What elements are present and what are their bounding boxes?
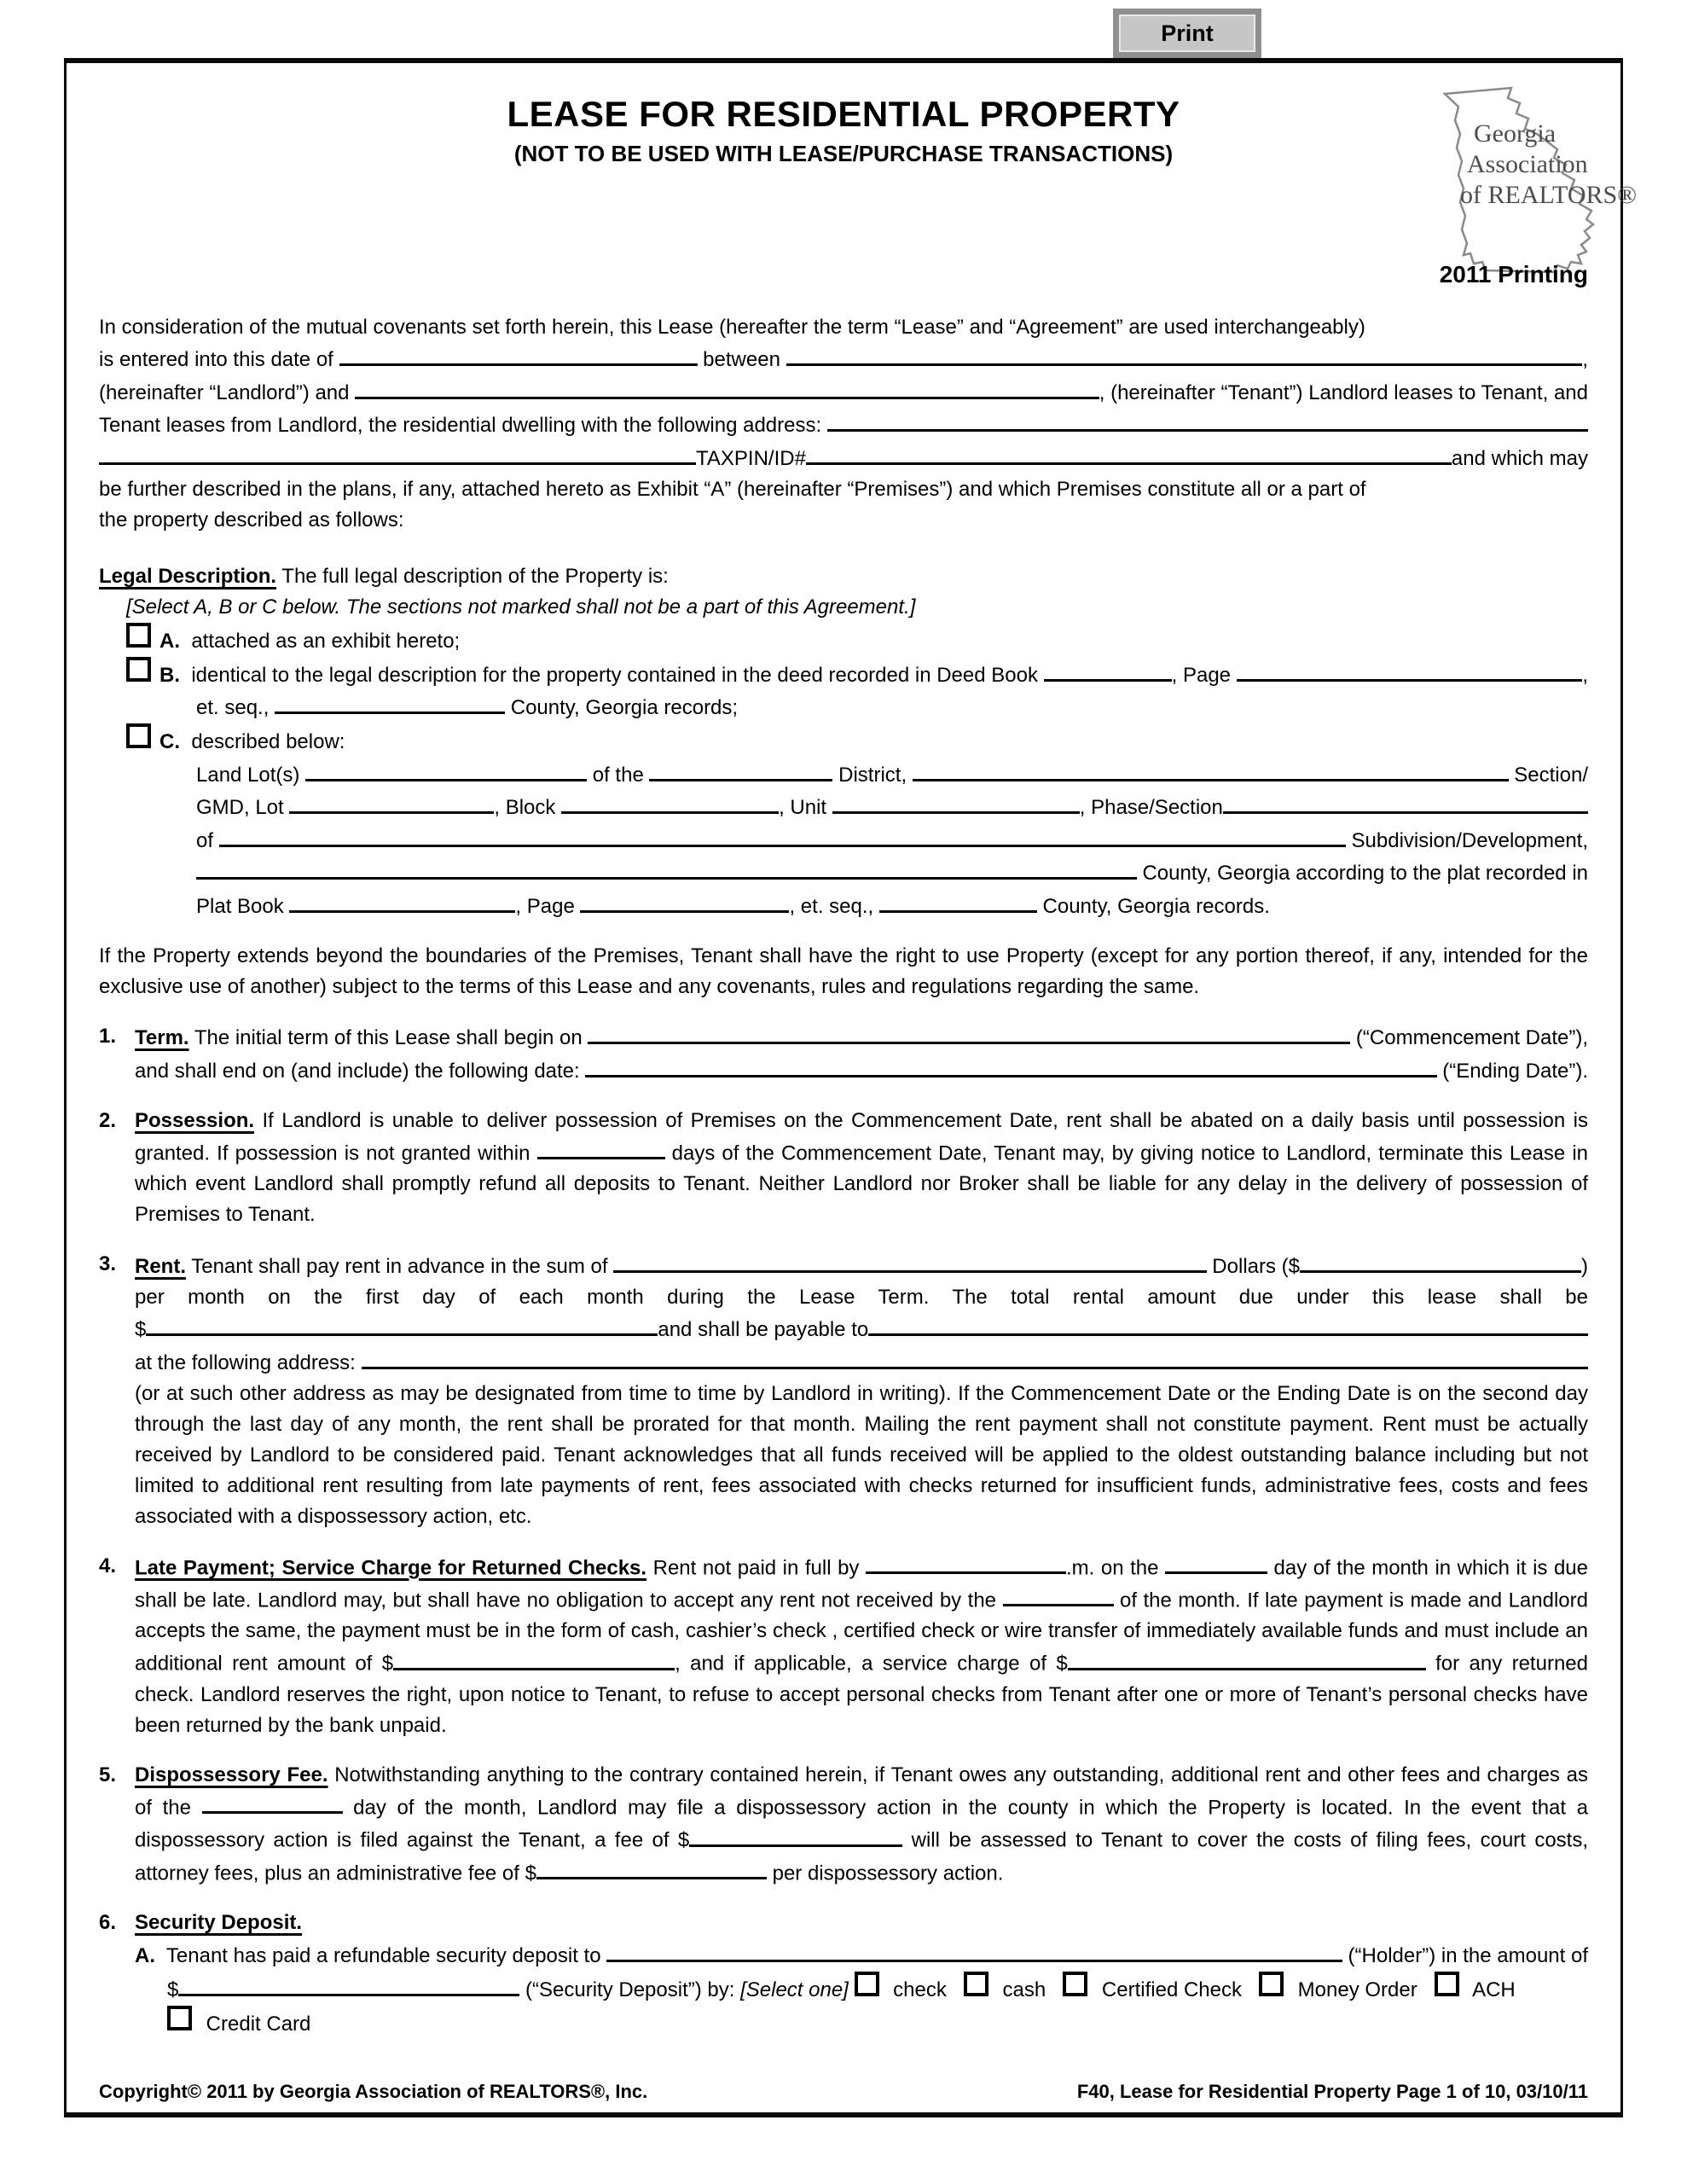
fill-in-blank bbox=[178, 1972, 519, 1995]
text-run: ) bbox=[1581, 1254, 1588, 1278]
section-security-deposit bbox=[99, 1908, 1588, 2039]
section-number: 3. bbox=[99, 1252, 117, 1276]
form-number-page-label: F40, Lease for Residential Property Page 1 of 10, 03/10/11 bbox=[1076, 2081, 1588, 2102]
fill-in-blank bbox=[99, 441, 696, 464]
text-run: [Select one] bbox=[740, 1978, 855, 2001]
text-run: be further described in the plans, if any, attached hereto as Exhibit “A” (hereinafter “Premises”) and which Premises constitute all or a part of bbox=[99, 477, 1366, 501]
text-run: between bbox=[697, 348, 786, 372]
checkbox bbox=[126, 623, 151, 648]
text-run: et. seq., bbox=[196, 696, 275, 720]
text-run: and shall be payable to bbox=[658, 1318, 869, 1342]
security-deposit-item-a-line-2 bbox=[135, 1972, 1588, 2006]
text-run: day of the month in which it is due shall be late. Landlord may, but shall have no obligation to accept any rent not received by the bbox=[135, 1555, 1589, 1612]
checkbox bbox=[126, 723, 151, 748]
text-run: day of the month, Landlord may file a dispossessory action in the county in which the Property is located. In the event that a dispossessory action is filed against the Tenant, a fee of $ bbox=[135, 1796, 1588, 1852]
document-page bbox=[64, 58, 1637, 2117]
checkbox bbox=[167, 2006, 192, 2030]
fill-in-blank bbox=[866, 1551, 1066, 1574]
section-dispossessory-fee bbox=[99, 1760, 1588, 1889]
text-run: will be assessed to Tenant to cover the costs of filing fees, court costs, attorney fees, plus an administrative fee of $ bbox=[135, 1828, 1588, 1885]
fill-in-blank bbox=[1223, 791, 1588, 814]
text-run: per dispossessory action. bbox=[766, 1862, 1004, 1885]
legal-option-b-line-2 bbox=[99, 691, 1588, 723]
term-line-2 bbox=[135, 1054, 1588, 1086]
legal-option-c-line-3 bbox=[99, 823, 1588, 856]
text-run: , Page bbox=[515, 894, 581, 918]
text-run: County, Georgia according to the plat recorded in bbox=[1136, 862, 1588, 886]
fill-in-blank bbox=[1068, 1647, 1426, 1670]
text-run: GMD, Lot bbox=[196, 796, 290, 820]
section-term bbox=[99, 1021, 1588, 1087]
text-run: per month on the first day of each month during the Lease Term. The total rental amount due under this lease shall be bbox=[135, 1285, 1588, 1309]
fill-in-blank bbox=[275, 691, 505, 714]
rent-paragraph bbox=[135, 1379, 1588, 1532]
text-run: $ bbox=[135, 1318, 147, 1342]
text-run: [Select A, B or C below. The sections not marked shall not be a part of this Agreement.] bbox=[126, 595, 916, 619]
fill-in-blank bbox=[146, 1313, 658, 1336]
section-number: 1. bbox=[99, 1024, 117, 1048]
print-button[interactable]: Print bbox=[1113, 9, 1261, 58]
text-run: If the Property extends beyond the boundaries of the Premises, Tenant shall have the right to use Property (except for any portion thereof, if any, intended for the exclusive use of another) subject to the terms of this Lease and any covenants, rules and regulations regarding the same. bbox=[99, 944, 1588, 998]
text-run: Tenant shall pay rent in advance in the sum of bbox=[186, 1254, 614, 1278]
section-rent bbox=[99, 1249, 1588, 1531]
intro-line-6 bbox=[99, 474, 1588, 505]
section-number: 5. bbox=[99, 1763, 117, 1786]
text-run: check bbox=[887, 1978, 964, 2001]
text-run: County, Georgia records. bbox=[1036, 894, 1270, 918]
fill-in-blank bbox=[1044, 658, 1172, 681]
fill-in-blank bbox=[339, 343, 698, 366]
fill-in-blank bbox=[806, 441, 1452, 464]
fill-in-blank bbox=[588, 1021, 1350, 1044]
text-run: days of the Commencement Date, Tenant may, by giving notice to Landlord, terminate this Lease in which event Landlord shall promptly refund all deposits to Tenant. Neither Landlord nor Broker shall be liable for any delay in the delivery of possession of Premises to Tenant. bbox=[135, 1141, 1588, 1227]
fill-in-blank bbox=[537, 1136, 665, 1159]
text-run: (“Holder”) in the amount of bbox=[1342, 1943, 1588, 1967]
text-run: Subdivision/Development, bbox=[1345, 828, 1588, 852]
checkbox bbox=[1063, 1972, 1087, 1996]
text-run: Section/ bbox=[1508, 763, 1588, 787]
text-run: Notwithstanding anything to the contrary contained herein, if Tenant owes any outstanding, additional rent and other fees and charges as of the bbox=[135, 1763, 1588, 1820]
text-run: .m. on the bbox=[1065, 1555, 1165, 1579]
text-run: The full legal description of the Property is: bbox=[276, 564, 669, 588]
fill-in-blank bbox=[1300, 1249, 1581, 1272]
possession-paragraph bbox=[135, 1106, 1588, 1230]
text-run: Rent not paid in full by bbox=[646, 1555, 866, 1579]
fill-in-blank bbox=[196, 857, 1137, 880]
security-deposit-heading bbox=[135, 1908, 1588, 1938]
fill-in-blank bbox=[1237, 658, 1583, 681]
fill-in-blank bbox=[1165, 1551, 1267, 1574]
text-run: Legal Description. bbox=[99, 564, 277, 588]
text-run: (hereinafter “Landlord”) and bbox=[99, 380, 356, 404]
fill-in-blank bbox=[289, 889, 515, 912]
text-run: $ bbox=[167, 1978, 179, 2001]
text-run: If Landlord is unable to deliver possession of Premises on the Commencement Date, rent shall be abated on a daily basis until possession is granted. If possession is not granted within bbox=[135, 1108, 1588, 1165]
text-run: C. bbox=[159, 730, 180, 754]
text-run: Money Order bbox=[1292, 1978, 1435, 2001]
text-run: of bbox=[196, 828, 219, 852]
fill-in-blank bbox=[786, 343, 1583, 366]
checkbox bbox=[126, 657, 151, 682]
text-run: Possession. bbox=[135, 1108, 255, 1132]
fill-in-blank bbox=[585, 1054, 1436, 1077]
property-extends-paragraph bbox=[99, 941, 1588, 1002]
text-run: cash bbox=[996, 1978, 1064, 2001]
logo-text-realtors: of REALTORS® bbox=[1460, 181, 1637, 209]
text-run: described below: bbox=[180, 730, 345, 754]
intro-paragraph bbox=[99, 312, 1588, 536]
copyright-notice: Copyright© 2011 by Georgia Association of REALTORS®, Inc. bbox=[99, 2081, 648, 2102]
rent-line-3 bbox=[135, 1313, 1588, 1345]
intro-line-1 bbox=[99, 312, 1588, 343]
text-run: (“Ending Date”). bbox=[1436, 1059, 1588, 1083]
text-run: A. bbox=[135, 1943, 155, 1967]
text-run: ACH bbox=[1467, 1978, 1516, 2001]
fill-in-blank bbox=[613, 1249, 1206, 1272]
text-run: District, bbox=[832, 763, 913, 787]
text-run: , Phase/Section bbox=[1079, 796, 1223, 820]
text-run: Credit Card bbox=[200, 2012, 311, 2036]
text-run: Rent. bbox=[135, 1254, 186, 1278]
text-run: , bbox=[1582, 348, 1588, 372]
text-run: In consideration of the mutual covenants set forth herein, this Lease (hereafter the term “Lease” and “Agreement” are used interchangeably) bbox=[99, 316, 1365, 339]
legal-option-c-line-1 bbox=[99, 758, 1588, 790]
text-run: TAXPIN/ID# bbox=[696, 446, 806, 470]
text-run: of the bbox=[587, 763, 650, 787]
term-line-1 bbox=[135, 1021, 1588, 1054]
text-run: , et. seq., bbox=[789, 894, 879, 918]
fill-in-blank bbox=[606, 1938, 1342, 1961]
fill-in-blank bbox=[202, 1791, 343, 1814]
fill-in-blank bbox=[827, 409, 1588, 432]
text-run: , and if applicable, a service charge of $ bbox=[675, 1652, 1068, 1676]
text-run: (or at such other address as may be designated from time to time by Landlord in writing). If the Commencement Date or the Ending Date is on the second day through the last day of any month, the rent shall be prorated for that month. Mailing the rent payment shall not constitute payment. Rent must be actually received by Landlord to be considered paid. Tenant acknowledges that all funds received will be applied to the oldest outstanding balance including but not limited to additional rent resulting from late payments of rent, fees associated with checks returned for insufficient funds, administrative fees, costs and fees associated with a dispossessory action, etc. bbox=[135, 1381, 1588, 1528]
text-run: (“Security Deposit”) by: bbox=[519, 1978, 741, 2001]
form-subtitle: (NOT TO BE USED WITH LEASE/PURCHASE TRANSACTIONS) bbox=[513, 141, 1174, 166]
fill-in-blank bbox=[832, 791, 1080, 814]
text-run: , Block bbox=[494, 796, 562, 820]
section-late-payment bbox=[99, 1551, 1588, 1741]
text-run: The initial term of this Lease shall begin on bbox=[188, 1026, 588, 1050]
fill-in-blank bbox=[868, 1313, 1588, 1336]
text-run: B. bbox=[159, 663, 180, 687]
late-payment-paragraph bbox=[135, 1551, 1588, 1741]
text-run: and which may bbox=[1451, 446, 1588, 470]
text-run: , Unit bbox=[779, 796, 832, 820]
fill-in-blank bbox=[879, 889, 1037, 912]
legal-option-c-line-5 bbox=[99, 889, 1588, 921]
legal-option-b-line-1 bbox=[99, 657, 1588, 691]
text-run: Security Deposit. bbox=[135, 1911, 303, 1935]
fill-in-blank bbox=[561, 791, 779, 814]
section-number: 4. bbox=[99, 1554, 117, 1577]
fill-in-blank bbox=[362, 1345, 1589, 1368]
section-possession bbox=[99, 1106, 1588, 1230]
text-run: (“Commencement Date”), bbox=[1350, 1026, 1588, 1050]
text-run: the property described as follows: bbox=[99, 508, 404, 531]
checkbox bbox=[855, 1972, 879, 1996]
section-number: 2. bbox=[99, 1108, 117, 1132]
rent-line-1 bbox=[135, 1249, 1588, 1281]
logo-text-association: Association bbox=[1467, 150, 1588, 178]
text-run: at the following address: bbox=[135, 1350, 362, 1374]
form-header bbox=[99, 63, 1588, 312]
fill-in-blank bbox=[580, 889, 789, 912]
text-run: Term. bbox=[135, 1026, 189, 1050]
rent-line-2 bbox=[135, 1282, 1588, 1313]
text-run: identical to the legal description for the property contained in the deed recorded in Deed Book bbox=[180, 663, 1044, 687]
intro-line-4 bbox=[99, 409, 1588, 441]
fill-in-blank bbox=[393, 1647, 675, 1670]
text-run: Certified Check bbox=[1096, 1978, 1259, 2001]
security-deposit-item-a-line-1 bbox=[135, 1938, 1588, 1971]
text-run: Land Lot(s) bbox=[196, 763, 306, 787]
text-run: , (hereinafter “Tenant”) Landlord leases to Tenant, and bbox=[1099, 380, 1588, 404]
fill-in-blank bbox=[219, 823, 1346, 846]
section-number: 6. bbox=[99, 1911, 117, 1935]
fill-in-blank bbox=[1003, 1583, 1114, 1606]
fill-in-blank bbox=[689, 1823, 902, 1846]
fill-in-blank bbox=[649, 758, 832, 781]
legal-option-c-line-4 bbox=[99, 857, 1588, 889]
legal-option-c bbox=[99, 723, 1588, 758]
checkbox bbox=[1259, 1972, 1284, 1996]
fill-in-blank bbox=[305, 758, 587, 781]
text-run: Dispossessory Fee. bbox=[135, 1763, 328, 1786]
logo-text-georgia: Georgia bbox=[1474, 119, 1557, 148]
rent-line-4 bbox=[135, 1345, 1588, 1378]
form-title: LEASE FOR RESIDENTIAL PROPERTY bbox=[507, 94, 1180, 134]
text-run: attached as an exhibit hereto; bbox=[180, 629, 461, 653]
security-deposit-item-a-line-3 bbox=[135, 2006, 1588, 2040]
intro-line-2 bbox=[99, 343, 1588, 375]
checkbox bbox=[1435, 1972, 1459, 1996]
intro-line-7 bbox=[99, 505, 1588, 536]
text-run: Plat Book bbox=[196, 894, 290, 918]
checkbox bbox=[964, 1972, 988, 1996]
fill-in-blank bbox=[355, 375, 1099, 398]
dispossessory-fee-paragraph bbox=[135, 1760, 1588, 1889]
legal-option-a bbox=[99, 623, 1588, 657]
legal-description-heading bbox=[99, 561, 1588, 592]
text-run: Tenant has paid a refundable security deposit to bbox=[155, 1943, 607, 1967]
text-run: is entered into this date of bbox=[99, 348, 339, 372]
text-run: and shall end on (and include) the following date: bbox=[135, 1059, 586, 1083]
text-run: , bbox=[1582, 663, 1588, 687]
text-run: County, Georgia records; bbox=[505, 696, 739, 720]
fill-in-blank bbox=[289, 791, 494, 814]
printing-year-label: 2011 Printing bbox=[1439, 261, 1588, 288]
text-run: A. bbox=[159, 629, 180, 653]
text-run: for any returned check. Landlord reserves the right, upon notice to Tenant, to refuse to accept personal checks from Tenant after one or more of Tenant’s personal checks have been returned by the bank unpaid. bbox=[135, 1652, 1588, 1737]
legal-select-instruction bbox=[99, 592, 1588, 623]
text-run: Dollars ($ bbox=[1206, 1254, 1300, 1278]
fill-in-blank bbox=[536, 1856, 767, 1879]
text-run: Late Payment; Service Charge for Returned Checks. bbox=[135, 1555, 647, 1579]
fill-in-blank bbox=[913, 758, 1509, 781]
page-footer bbox=[99, 2080, 1588, 2104]
text-run: , Page bbox=[1171, 663, 1237, 687]
legal-option-c-line-2 bbox=[99, 791, 1588, 823]
text-run: Tenant leases from Landlord, the residential dwelling with the following address: bbox=[99, 414, 827, 438]
intro-line-3 bbox=[99, 375, 1588, 408]
text-run: of the month. If late payment is made and Landlord accepts the same, the payment must be in the form of cash, cashier’s check , certified check or wire transfer of immediately available funds and must include an additional rent amount of $ bbox=[135, 1589, 1588, 1676]
intro-line-5 bbox=[99, 441, 1588, 473]
legal-description-section bbox=[99, 561, 1588, 922]
